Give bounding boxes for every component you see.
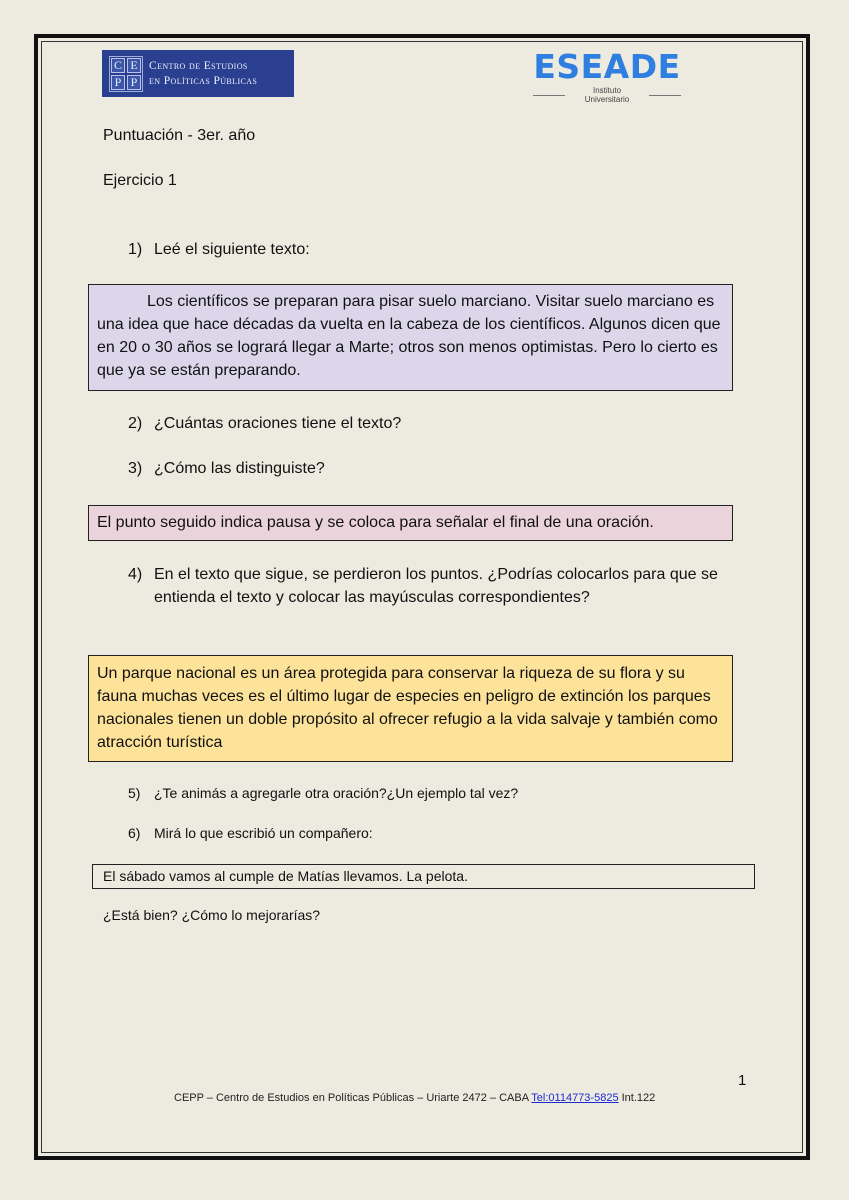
- phone-link[interactable]: Tel:0114773-5825: [531, 1092, 619, 1104]
- eseade-logo-name: ESEADE: [533, 47, 681, 86]
- question-number: 4): [128, 566, 143, 583]
- cepp-logo: [102, 50, 294, 97]
- eseade-logo-subtitle: Instituto Universitario: [584, 86, 630, 104]
- classmate-text-box: [92, 864, 755, 889]
- footer-extension: Int.122: [618, 1092, 656, 1104]
- question-1: [128, 238, 728, 261]
- unpunctuated-text: Un parque nacional es un área protegida para conservar la riqueza de su flora y su fauna muchas veces es el último lugar de especies en peligro de extinción los parques nacionales tienen un doble propósito al ofrecer refugio a la vida salvaje y también como atracción turística: [97, 665, 718, 751]
- question-text: Mirá lo que escribió un compañero:: [154, 825, 373, 841]
- reading-text-box: [88, 284, 733, 391]
- eseade-logo-subtitle-row: [528, 86, 686, 104]
- cepp-letter: C: [111, 58, 125, 73]
- footer: [174, 1092, 655, 1104]
- classmate-text: El sábado vamos al cumple de Matías llevamos. La pelota.: [103, 868, 468, 884]
- question-text: ¿Cómo las distinguiste?: [154, 460, 325, 477]
- page-number: 1: [738, 1072, 747, 1089]
- cepp-logo-line1: Centro de Estudios: [149, 59, 248, 72]
- closing-question: ¿Está bien? ¿Cómo lo mejorarías?: [103, 907, 321, 923]
- question-number: 2): [128, 415, 143, 432]
- question-2: [128, 412, 728, 435]
- question-number: 1): [128, 241, 143, 258]
- question-5: [128, 782, 728, 805]
- document-title: Puntuación - 3er. año: [103, 127, 256, 144]
- question-number: 5): [128, 785, 141, 801]
- question-4: [128, 563, 743, 609]
- question-3: [128, 457, 728, 480]
- cepp-letter: P: [111, 75, 125, 90]
- question-6: [128, 822, 728, 845]
- cepp-letter: P: [127, 75, 141, 90]
- question-number: 6): [128, 825, 141, 841]
- answer-box: [88, 505, 733, 541]
- exercise-heading: Ejercicio 1: [103, 172, 177, 189]
- divider: [649, 95, 681, 96]
- question-text: ¿Te animás a agregarle otra oración?¿Un ejemplo tal vez?: [154, 785, 519, 801]
- footer-text: CEPP – Centro de Estudios en Políticas Públicas – Uriarte 2472 – CABA: [174, 1092, 532, 1104]
- reading-text: Los científicos se preparan para pisar suelo marciano. Visitar suelo marciano es una idea que hace décadas da vuelta en la cabeza de los científicos. Algunos dicen que en 20 o 30 años se logrará llegar a Marte; otros son menos optimistas. Pero lo cierto es que ya se están preparando.: [97, 293, 721, 379]
- divider: [533, 95, 565, 96]
- answer-text: El punto seguido indica pausa y se coloca para señalar el final de una oración.: [97, 514, 654, 531]
- question-text: Leé el siguiente texto:: [154, 241, 310, 258]
- question-text: En el texto que sigue, se perdieron los puntos. ¿Podrías colocarlos para que se entienda el texto y colocar las mayúsculas correspondientes?: [154, 566, 718, 606]
- cepp-monogram-icon: [109, 56, 143, 92]
- question-number: 3): [128, 460, 143, 477]
- eseade-logo: [528, 47, 686, 104]
- unpunctuated-text-box: [88, 655, 733, 762]
- cepp-letter: E: [127, 58, 141, 73]
- question-text: ¿Cuántas oraciones tiene el texto?: [154, 415, 402, 432]
- cepp-logo-line2: en Políticas Públicas: [149, 74, 258, 87]
- cepp-logo-text: [149, 59, 257, 89]
